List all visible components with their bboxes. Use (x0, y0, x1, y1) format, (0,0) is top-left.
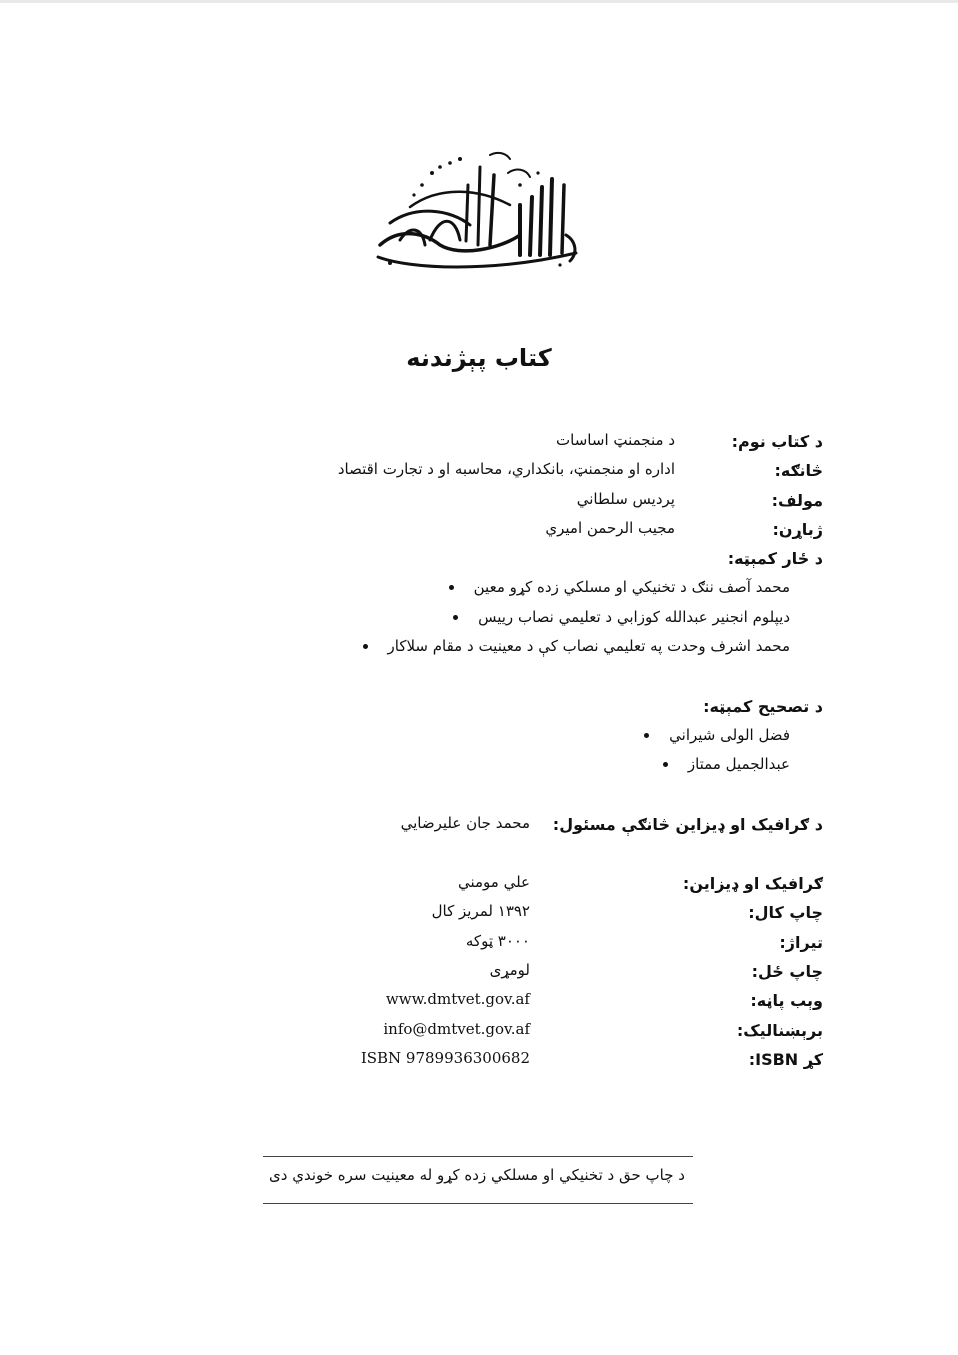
pub-label: تیراژ: (779, 932, 823, 952)
copyright-notice: د چاپ حق د تخنیکي او مسلکي زده کړو له معینیت سره خوندي دی (269, 1166, 685, 1184)
detail-label: ژباړن: (772, 519, 823, 539)
correction-member: عبدالجمیل ممتاز (663, 755, 790, 773)
detail-value-author: پردیس سلطاني (576, 490, 675, 508)
pub-row-website (750, 986, 823, 1014)
pub-row-email (737, 1016, 823, 1044)
correction-member: فضل الولی شیراني (644, 726, 790, 744)
pub-label: چاپ کال: (748, 902, 823, 922)
pub-row-edition (752, 957, 823, 985)
review-committee-heading (728, 544, 823, 572)
page-top-border (0, 0, 958, 3)
pub-value-year: ۱۳۹۲ لمریز کال (431, 902, 530, 920)
footer-rule-bottom (263, 1203, 693, 1204)
pub-label: کړ ISBN: (748, 1049, 823, 1069)
review-committee-label: د ځار کمېټه: (727, 548, 823, 568)
pub-label: چاپ ځل: (751, 961, 823, 981)
detail-label: د کتاب نوم: (731, 431, 823, 451)
review-member: محمد آصف ننګ د تخنیکي او مسلکي زده کړو معین (449, 578, 790, 596)
correction-committee-label: د تصحیح کمېټه: (703, 696, 823, 716)
detail-label: څانګه: (774, 460, 823, 480)
detail-value-book-name: د منجمنټ اساسات (556, 431, 675, 449)
detail-row-author (772, 486, 823, 514)
pub-value-edition: لومړی (489, 961, 530, 979)
pub-value-isbn: ISBN 9789936300682 (360, 1049, 530, 1067)
pub-row-circulation (779, 928, 823, 956)
review-member: محمد اشرف وحدت په تعلیمي نصاب کې د معینیت د مقام سلاکار (363, 637, 791, 655)
pub-label: ګرافیک او ډیزاین: (682, 873, 823, 893)
pub-label: برېښنالیک: (736, 1020, 823, 1040)
page-title: کتاب پېژندنه (406, 344, 552, 372)
detail-row-department (775, 456, 823, 484)
graphics-responsible-row (553, 810, 823, 838)
pub-value-email[interactable]: info@dmtvet.gov.af (383, 1020, 530, 1038)
correction-committee-heading (703, 692, 823, 720)
pub-value-graphics: علي مومني (457, 873, 530, 891)
pub-value-website[interactable]: www.dmtvet.gov.af (385, 990, 530, 1008)
pub-value-circulation: ۳۰۰۰ ټوکه (465, 932, 530, 950)
basmala-calligraphy (370, 145, 585, 270)
detail-row-translator (773, 515, 824, 543)
detail-label: مولف: (771, 490, 823, 510)
pub-row-graphics (683, 869, 823, 897)
detail-value-translator: مجیب الرحمن امیري (545, 519, 675, 537)
detail-row-book-name (732, 427, 823, 455)
footer-rule-top (263, 1156, 693, 1157)
pub-row-isbn (749, 1045, 823, 1073)
detail-value-department: اداره او منجمنټ، بانکداري، محاسبه او د تجارت اقتصاد (337, 460, 675, 478)
pub-label: وېب پاڼه: (750, 990, 823, 1010)
graphics-responsible-value: محمد جان علیرضایي (400, 814, 530, 832)
pub-row-year (748, 898, 823, 926)
review-member: دیپلوم انجنیر عبدالله کوزابي د تعلیمي نصاب رییس (453, 608, 790, 626)
graphics-responsible-label: د ګرافیک او ډیزاین څانګې مسئول: (552, 814, 823, 834)
